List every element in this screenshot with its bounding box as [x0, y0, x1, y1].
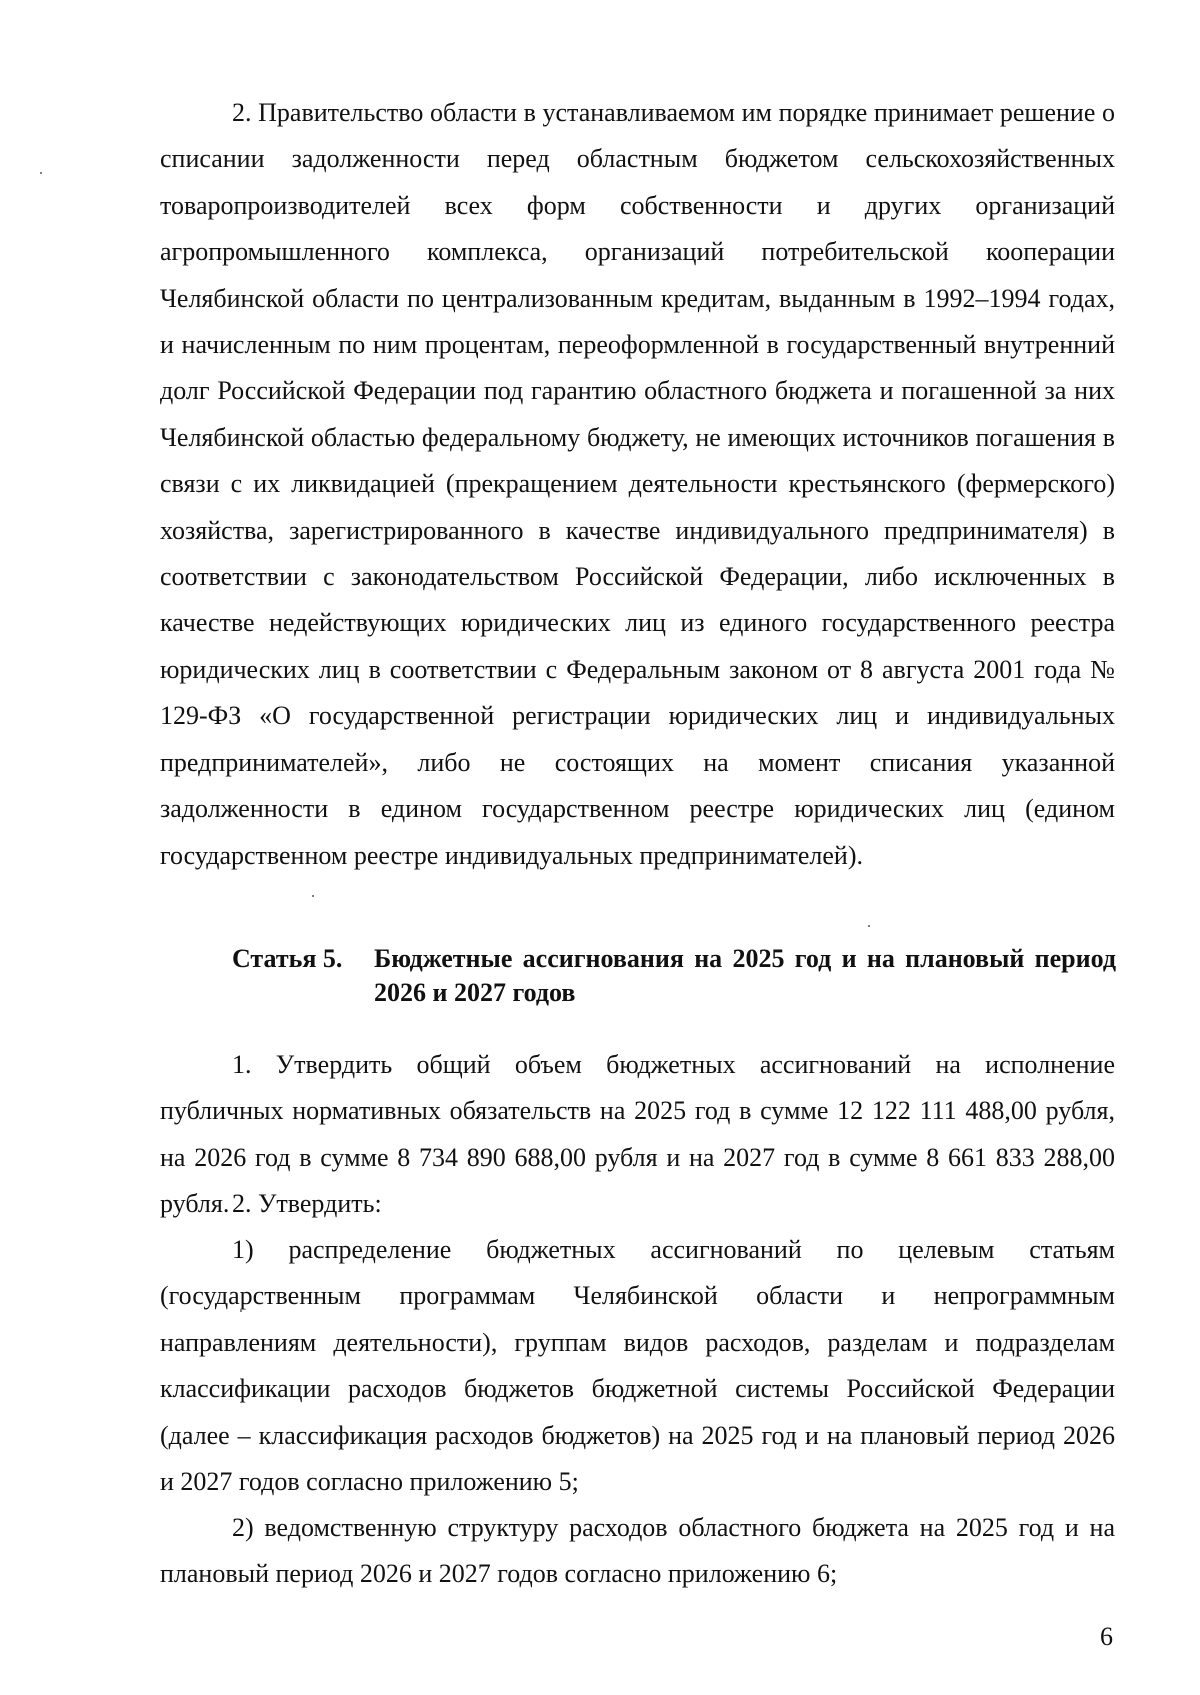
paragraph-item-2: 2) ведомственную структуру расходов областного бюджета на 2025 год и на плановый период 2026 и 2027 годов согласно приложению 6;: [160, 1513, 1115, 1589]
article-number: Статья 5.: [232, 944, 343, 973]
scan-speck: [312, 895, 314, 897]
scan-speck: [40, 172, 42, 174]
paragraph-approve: 2. Утвердить:: [232, 1189, 382, 1218]
scan-speck: [240, 1310, 242, 1312]
article-title: Бюджетные ассигнования на 2025 год и на плановый период 2026 и 2027 годов: [374, 944, 1116, 1007]
page-number: 6: [1100, 1622, 1113, 1651]
scan-speck: [868, 925, 870, 927]
article-heading: [232, 942, 1116, 1010]
paragraph-approve-total: 1. Утвердить общий объем бюджетных ассигнований на исполнение публичных нормативных обязательств на 2025 год в сумме 12 122 111 488,00 рубля, на 2026 год в сумме 8 734 890 688,00 рубля и на 2027 год в сумме 8 661 833 288,00 рубля.: [160, 1050, 1115, 1219]
paragraph-debt-writeoff: 2. Правительство области в устанавливаемом им порядке принимает решение о списании задолженности перед областным бюджетом сельскохозяйственных товаропроизводителей всех форм собственности и других организаций агропромышленного комплекса, организаций потребительской кооперации Челябинской области по централизованным кредитам, выданным в 1992–1994 годах, и начисленным по ним процентам, переоформленной в государственный внутренний долг Российской Федерации под гарантию областного бюджета и погашенной за них Челябинской областью федеральному бюджету, не имеющих источников погашения в связи с их ликвидацией (прекращением деятельности крестьянского (фермерского) хозяйства, зарегистрированного в качестве индивидуального предпринимателя) в соответствии с законодательством Российской Федерации, либо исключенных в качестве недействующих юридических лиц из единого государственного реестра юридических лиц в соответствии с Федеральным законом от 8 августа 2001 года № 129-ФЗ «О государственной регистрации юридических лиц и индивидуальных предпринимателей», либо не состоящих на момент списания указанной задолженности в едином государственном реестре юридических лиц (едином государственном реестре индивидуальных предпринимателей).: [160, 98, 1115, 870]
paragraph-item-1: 1) распределение бюджетных ассигнований по целевым статьям (государственным программам Челябинской области и непрограммным направлениям деятельности), группам видов расходов, разделам и подразделам классификации расходов бюджетов бюджетной системы Российской Федерации (далее – классификация расходов бюджетов) на 2025 год и на плановый период 2026 и 2027 годов согласно приложению 5;: [160, 1235, 1115, 1497]
